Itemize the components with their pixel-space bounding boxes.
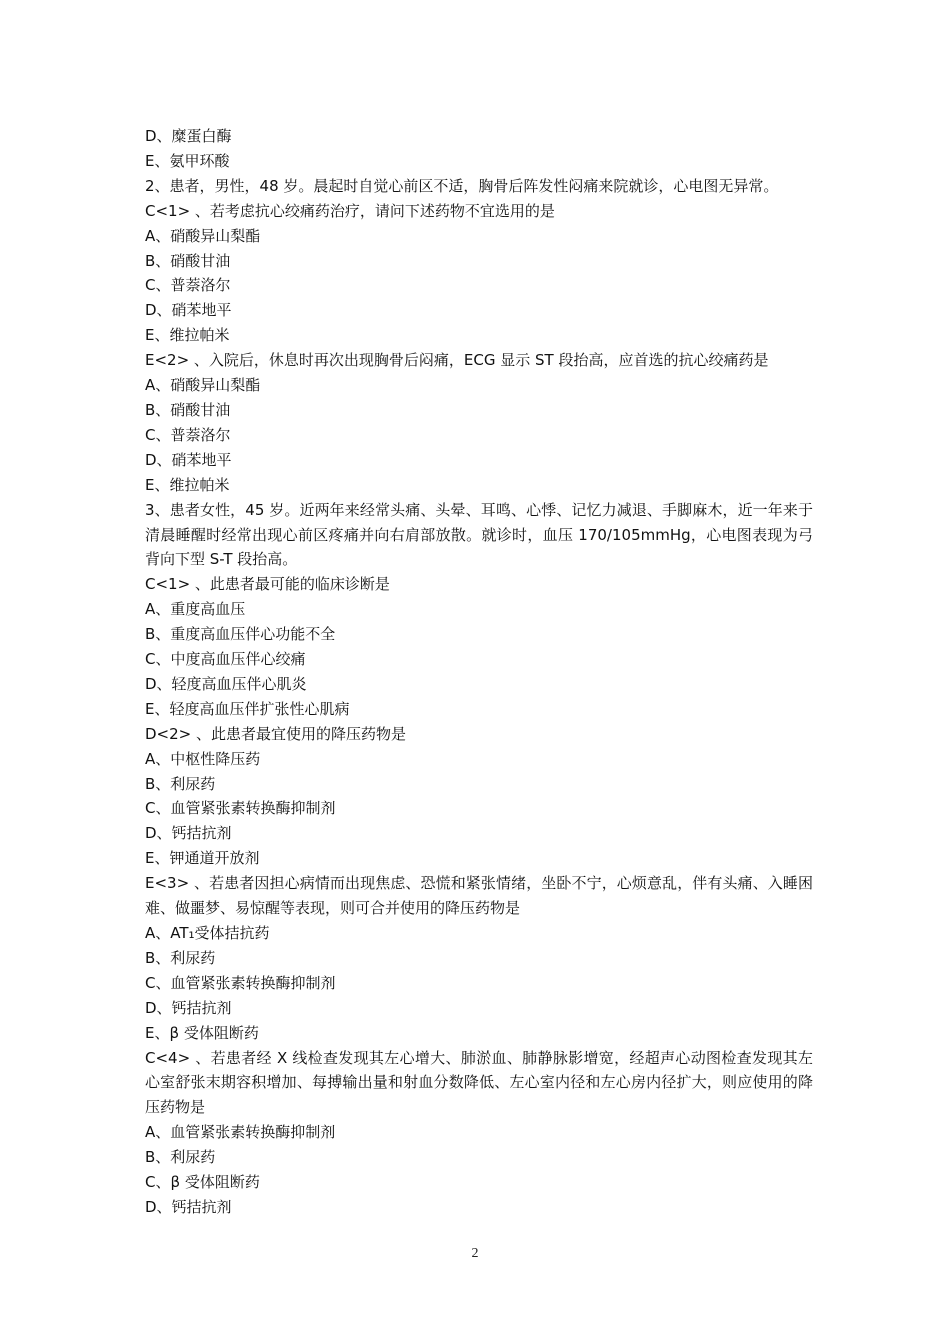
option-line: E、钾通道开放剂 <box>145 849 260 868</box>
option-line: C、普萘洛尔 <box>145 276 231 295</box>
sub-question: E<3> 、若患者因担心病情而出现焦虑、恐慌和紧张情绪，坐卧不宁，心烦意乱，伴有头痛、入睡困难、做噩梦、易惊醒等表现，则可合并使用的降压药物是 <box>145 874 813 918</box>
page-number: 2 <box>471 1246 479 1261</box>
sub-question: E<2> 、入院后，休息时再次出现胸骨后闷痛，ECG 显示 ST 段抬高，应首选的抗心绞痛药是 <box>145 351 769 370</box>
option-line: D、轻度高血压伴心肌炎 <box>145 674 307 693</box>
sub-question: C<4> 、若患者经 X 线检查发现其左心增大、肺淤血、肺静脉影增宽，经超声心动图检查发现其左心室舒张末期容积增加、每搏输出量和射血分数降低、左心室内径和左心房内径扩大，则应使用的降压药物是 <box>145 1048 813 1117</box>
option-line: B、利尿药 <box>145 774 216 793</box>
option-line: D、钙拮抗剂 <box>145 1197 232 1216</box>
sub-question: C<1> 、若考虑抗心绞痛药治疗，请问下述药物不宜选用的是 <box>145 201 555 220</box>
option-line: C、普萘洛尔 <box>145 425 231 444</box>
option-line: A、硝酸异山梨酯 <box>145 376 261 395</box>
option-line: A、硝酸异山梨酯 <box>145 226 261 245</box>
option-line: A、血管紧张素转换酶抑制剂 <box>145 1123 336 1142</box>
option-line: B、重度高血压伴心功能不全 <box>145 625 336 644</box>
option-line: D、钙拮抗剂 <box>145 998 232 1017</box>
question-stem: 2、患者，男性，48 岁。晨起时自觉心前区不适，胸骨后阵发性闷痛来院就诊，心电图无异常。 <box>145 176 779 195</box>
option-line: C、血管紧张素转换酶抑制剂 <box>145 799 336 818</box>
option-line: B、利尿药 <box>145 1148 216 1167</box>
option-line: A、AT₁受体拮抗药 <box>145 924 270 942</box>
option-line: B、利尿药 <box>145 948 216 967</box>
sub-question: D<2> 、此患者最宜使用的降压药物是 <box>145 724 407 743</box>
option-line: E、轻度高血压伴扩张性心肌病 <box>145 699 350 718</box>
option-line: A、中枢性降压药 <box>145 749 261 768</box>
option-line: D、硝苯地平 <box>145 450 232 469</box>
option-line: C、血管紧张素转换酶抑制剂 <box>145 973 336 992</box>
option-line: E、维拉帕米 <box>145 326 230 345</box>
option-line: D、硝苯地平 <box>145 301 232 320</box>
option-line: D、糜蛋白酶 <box>145 127 232 145</box>
sub-question: C<1> 、此患者最可能的临床诊断是 <box>145 575 390 594</box>
option-line: B、硝酸甘油 <box>145 251 231 270</box>
option-line: E、氨甲环酸 <box>145 151 230 170</box>
option-line: E、β 受体阻断药 <box>145 1023 259 1042</box>
option-line: E、维拉帕米 <box>145 475 230 494</box>
option-line: D、钙拮抗剂 <box>145 824 232 843</box>
question-text <box>145 124 813 1220</box>
option-line: C、β 受体阻断药 <box>145 1173 260 1192</box>
option-line: A、重度高血压 <box>145 600 246 619</box>
option-line: C、中度高血压伴心绞痛 <box>145 650 306 669</box>
question-stem: 3、患者女性，45 岁。近两年来经常头痛、头晕、耳鸣、心悸、记忆力减退、手脚麻木，近一年来于清晨睡醒时经常出现心前区疼痛并向右肩部放散。就诊时，血压 170/105mmHg，心电图表现为弓背向下型 S-T 段抬高。 <box>145 500 813 569</box>
option-line: B、硝酸甘油 <box>145 400 231 419</box>
